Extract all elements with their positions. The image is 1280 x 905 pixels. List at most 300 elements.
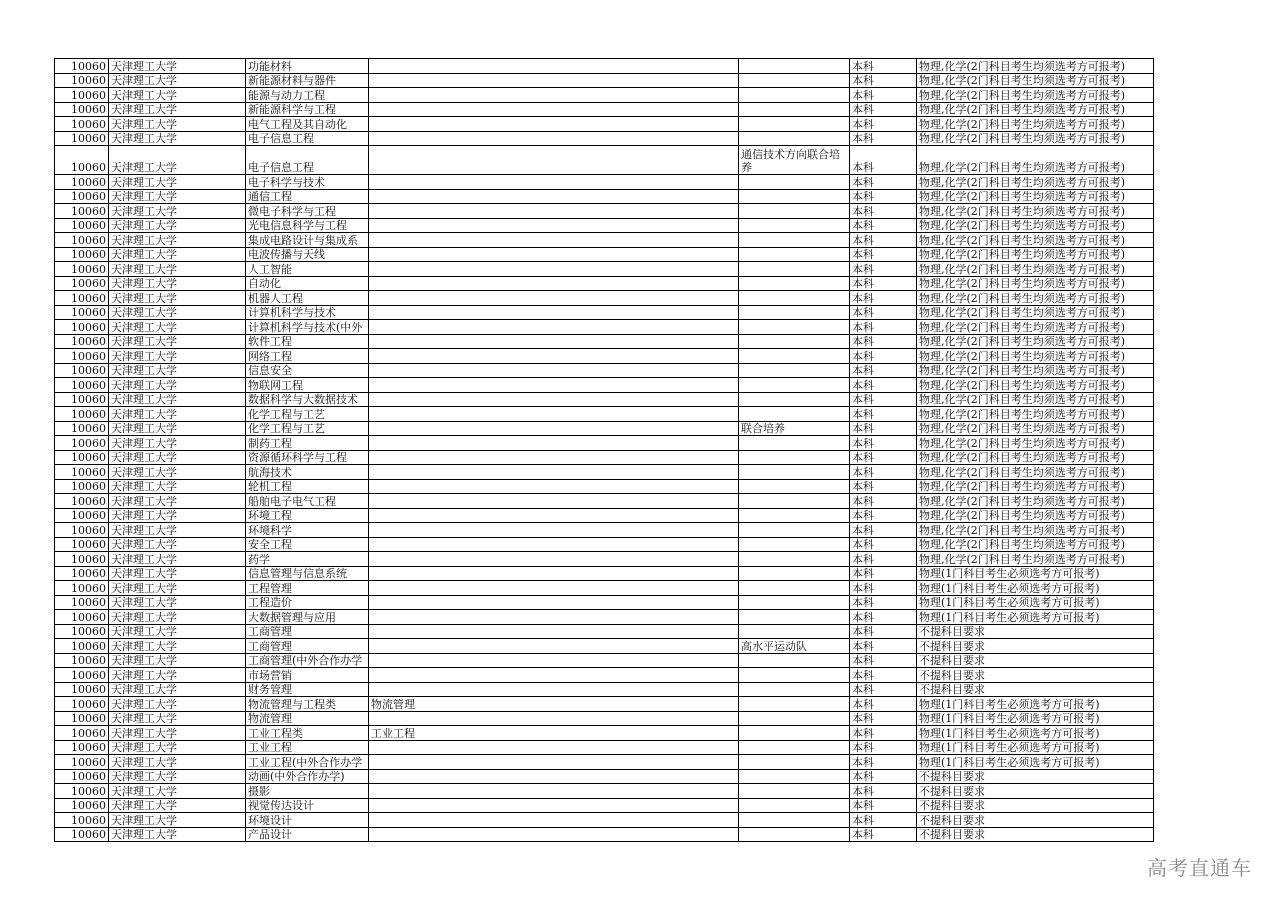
note-cell (739, 407, 850, 422)
subject-requirement-cell: 物理,化学(2门科目考生均须选考方可报考) (917, 262, 1154, 277)
major-name-cell: 数据科学与大数据技术 (246, 392, 369, 407)
school-name-cell: 天津理工大学 (109, 653, 246, 668)
table-row (55, 523, 1154, 538)
school-name-cell: 天津理工大学 (109, 798, 246, 813)
school-name-cell: 天津理工大学 (109, 697, 246, 712)
note-cell (739, 233, 850, 248)
school-name-cell: 天津理工大学 (109, 436, 246, 451)
sub-major-cell (369, 102, 739, 117)
school-code-cell: 10060 (55, 581, 109, 596)
sub-major-cell (369, 813, 739, 828)
table-row (55, 262, 1154, 277)
table-row (55, 218, 1154, 233)
subject-requirement-cell: 物理(1门科目考生必须选考方可报考) (917, 595, 1154, 610)
sub-major-cell (369, 450, 739, 465)
subject-requirement-cell: 不提科目要求 (917, 668, 1154, 683)
sub-major-cell: 工业工程 (369, 726, 739, 741)
level-cell: 本科 (850, 813, 917, 828)
school-code-cell: 10060 (55, 494, 109, 509)
note-cell (739, 537, 850, 552)
major-name-cell: 集成电路设计与集成系 (246, 233, 369, 248)
subject-requirement-cell: 物理,化学(2门科目考生均须选考方可报考) (917, 378, 1154, 393)
school-code-cell: 10060 (55, 624, 109, 639)
subject-requirement-cell: 物理,化学(2门科目考生均须选考方可报考) (917, 479, 1154, 494)
note-cell (739, 581, 850, 596)
subject-requirement-cell: 不提科目要求 (917, 639, 1154, 654)
major-name-cell: 市场营销 (246, 668, 369, 683)
subject-requirement-cell: 不提科目要求 (917, 798, 1154, 813)
major-name-cell: 工业工程(中外合作办学 (246, 755, 369, 770)
subject-requirement-cell: 物理(1门科目考生必须选考方可报考) (917, 711, 1154, 726)
table-row (55, 755, 1154, 770)
school-code-cell: 10060 (55, 276, 109, 291)
table-row (55, 349, 1154, 364)
level-cell: 本科 (850, 450, 917, 465)
level-cell: 本科 (850, 595, 917, 610)
table-row (55, 813, 1154, 828)
subject-requirement-cell: 物理,化学(2门科目考生均须选考方可报考) (917, 407, 1154, 422)
subject-requirement-cell: 不提科目要求 (917, 769, 1154, 784)
sub-major-cell (369, 276, 739, 291)
major-name-cell: 物流管理 (246, 711, 369, 726)
school-code-cell: 10060 (55, 88, 109, 103)
note-cell (739, 610, 850, 625)
level-cell: 本科 (850, 682, 917, 697)
level-cell: 本科 (850, 218, 917, 233)
school-name-cell: 天津理工大学 (109, 233, 246, 248)
school-name-cell: 天津理工大学 (109, 827, 246, 842)
sub-major-cell (369, 465, 739, 480)
school-code-cell: 10060 (55, 769, 109, 784)
level-cell: 本科 (850, 465, 917, 480)
level-cell: 本科 (850, 204, 917, 219)
subject-requirement-cell: 物理(1门科目考生必须选考方可报考) (917, 610, 1154, 625)
level-cell: 本科 (850, 711, 917, 726)
note-cell (739, 566, 850, 581)
level-cell: 本科 (850, 610, 917, 625)
major-name-cell: 环境工程 (246, 508, 369, 523)
school-code-cell: 10060 (55, 305, 109, 320)
school-name-cell: 天津理工大学 (109, 146, 246, 175)
level-cell: 本科 (850, 73, 917, 88)
level-cell: 本科 (850, 378, 917, 393)
table-row (55, 276, 1154, 291)
school-name-cell: 天津理工大学 (109, 204, 246, 219)
school-name-cell: 天津理工大学 (109, 276, 246, 291)
school-name-cell: 天津理工大学 (109, 262, 246, 277)
major-name-cell: 光电信息科学与工程 (246, 218, 369, 233)
school-code-cell: 10060 (55, 479, 109, 494)
level-cell: 本科 (850, 566, 917, 581)
sub-major-cell (369, 610, 739, 625)
school-name-cell: 天津理工大学 (109, 450, 246, 465)
school-name-cell: 天津理工大学 (109, 59, 246, 74)
school-name-cell: 天津理工大学 (109, 102, 246, 117)
level-cell: 本科 (850, 407, 917, 422)
school-code-cell: 10060 (55, 363, 109, 378)
table-row (55, 566, 1154, 581)
note-cell: 高水平运动队 (739, 639, 850, 654)
table-row (55, 508, 1154, 523)
level-cell: 本科 (850, 494, 917, 509)
school-code-cell: 10060 (55, 755, 109, 770)
table-row (55, 117, 1154, 132)
note-cell (739, 349, 850, 364)
school-name-cell: 天津理工大学 (109, 392, 246, 407)
table-row (55, 189, 1154, 204)
level-cell: 本科 (850, 88, 917, 103)
school-code-cell: 10060 (55, 349, 109, 364)
school-code-cell: 10060 (55, 407, 109, 422)
subject-requirement-cell: 物理,化学(2门科目考生均须选考方可报考) (917, 117, 1154, 132)
table-row (55, 537, 1154, 552)
school-code-cell: 10060 (55, 827, 109, 842)
subject-requirement-cell: 物理,化学(2门科目考生均须选考方可报考) (917, 131, 1154, 146)
school-name-cell: 天津理工大学 (109, 479, 246, 494)
note-cell (739, 769, 850, 784)
table-body (55, 59, 1154, 842)
table-row (55, 798, 1154, 813)
level-cell: 本科 (850, 624, 917, 639)
school-code-cell: 10060 (55, 595, 109, 610)
sub-major-cell (369, 117, 739, 132)
school-name-cell: 天津理工大学 (109, 523, 246, 538)
sub-major-cell (369, 262, 739, 277)
level-cell: 本科 (850, 146, 917, 175)
sub-major-cell (369, 581, 739, 596)
school-name-cell: 天津理工大学 (109, 494, 246, 509)
note-cell (739, 682, 850, 697)
sub-major-cell (369, 88, 739, 103)
school-name-cell: 天津理工大学 (109, 175, 246, 190)
level-cell: 本科 (850, 349, 917, 364)
subject-requirement-cell: 物理,化学(2门科目考生均须选考方可报考) (917, 247, 1154, 262)
school-name-cell: 天津理工大学 (109, 552, 246, 567)
level-cell: 本科 (850, 117, 917, 132)
sub-major-cell (369, 494, 739, 509)
subject-requirement-cell: 物理,化学(2门科目考生均须选考方可报考) (917, 334, 1154, 349)
school-name-cell: 天津理工大学 (109, 305, 246, 320)
sub-major-cell (369, 566, 739, 581)
table-row (55, 595, 1154, 610)
table-row (55, 465, 1154, 480)
school-code-cell: 10060 (55, 740, 109, 755)
subject-requirement-cell: 物理,化学(2门科目考生均须选考方可报考) (917, 508, 1154, 523)
school-code-cell: 10060 (55, 798, 109, 813)
school-name-cell: 天津理工大学 (109, 218, 246, 233)
table-row (55, 305, 1154, 320)
major-name-cell: 自动化 (246, 276, 369, 291)
level-cell: 本科 (850, 305, 917, 320)
note-cell (739, 479, 850, 494)
school-name-cell: 天津理工大学 (109, 581, 246, 596)
level-cell: 本科 (850, 552, 917, 567)
major-name-cell: 工业工程 (246, 740, 369, 755)
school-name-cell: 天津理工大学 (109, 508, 246, 523)
major-name-cell: 航海技术 (246, 465, 369, 480)
major-name-cell: 信息管理与信息系统 (246, 566, 369, 581)
note-cell (739, 784, 850, 799)
major-name-cell: 电子信息工程 (246, 131, 369, 146)
subject-requirement-cell: 物理(1门科目考生必须选考方可报考) (917, 740, 1154, 755)
school-code-cell: 10060 (55, 378, 109, 393)
school-name-cell: 天津理工大学 (109, 537, 246, 552)
sub-major-cell (369, 639, 739, 654)
table-row (55, 320, 1154, 335)
note-cell (739, 595, 850, 610)
school-name-cell: 天津理工大学 (109, 624, 246, 639)
note-cell (739, 697, 850, 712)
note-cell (739, 262, 850, 277)
sub-major-cell (369, 175, 739, 190)
note-cell (739, 726, 850, 741)
table-row (55, 711, 1154, 726)
school-code-cell: 10060 (55, 682, 109, 697)
sub-major-cell (369, 552, 739, 567)
sub-major-cell (369, 73, 739, 88)
major-name-cell: 电子科学与技术 (246, 175, 369, 190)
sub-major-cell (369, 653, 739, 668)
school-code-cell: 10060 (55, 175, 109, 190)
major-name-cell: 工商管理 (246, 639, 369, 654)
subject-requirement-cell: 物理,化学(2门科目考生均须选考方可报考) (917, 523, 1154, 538)
major-name-cell: 摄影 (246, 784, 369, 799)
table-row (55, 436, 1154, 451)
school-code-cell: 10060 (55, 117, 109, 132)
sub-major-cell (369, 378, 739, 393)
sub-major-cell (369, 769, 739, 784)
school-name-cell: 天津理工大学 (109, 421, 246, 436)
note-cell (739, 320, 850, 335)
sub-major-cell (369, 218, 739, 233)
note-cell (739, 305, 850, 320)
subject-requirement-cell: 物理(1门科目考生必须选考方可报考) (917, 755, 1154, 770)
subject-requirement-cell: 物理,化学(2门科目考生均须选考方可报考) (917, 146, 1154, 175)
subject-requirement-cell: 物理,化学(2门科目考生均须选考方可报考) (917, 349, 1154, 364)
level-cell: 本科 (850, 59, 917, 74)
subject-requirement-cell: 物理,化学(2门科目考生均须选考方可报考) (917, 421, 1154, 436)
level-cell: 本科 (850, 755, 917, 770)
school-name-cell: 天津理工大学 (109, 117, 246, 132)
subject-requirement-cell: 物理,化学(2门科目考生均须选考方可报考) (917, 436, 1154, 451)
subject-requirement-cell: 物理,化学(2门科目考生均须选考方可报考) (917, 175, 1154, 190)
school-name-cell: 天津理工大学 (109, 291, 246, 306)
school-code-cell: 10060 (55, 131, 109, 146)
subject-requirement-cell: 物理,化学(2门科目考生均须选考方可报考) (917, 73, 1154, 88)
note-cell (739, 711, 850, 726)
table-row (55, 740, 1154, 755)
school-code-cell: 10060 (55, 552, 109, 567)
school-code-cell: 10060 (55, 668, 109, 683)
note-cell (739, 653, 850, 668)
school-code-cell: 10060 (55, 262, 109, 277)
table-row (55, 479, 1154, 494)
majors-table (54, 58, 1154, 842)
table-row (55, 247, 1154, 262)
table-row (55, 610, 1154, 625)
school-code-cell: 10060 (55, 218, 109, 233)
note-cell (739, 291, 850, 306)
table-row (55, 131, 1154, 146)
school-code-cell: 10060 (55, 334, 109, 349)
school-name-cell: 天津理工大学 (109, 363, 246, 378)
note-cell (739, 378, 850, 393)
level-cell: 本科 (850, 334, 917, 349)
major-name-cell: 功能材料 (246, 59, 369, 74)
table-row (55, 697, 1154, 712)
major-name-cell: 安全工程 (246, 537, 369, 552)
level-cell: 本科 (850, 653, 917, 668)
level-cell: 本科 (850, 769, 917, 784)
level-cell: 本科 (850, 131, 917, 146)
major-name-cell: 信息安全 (246, 363, 369, 378)
table-row (55, 146, 1154, 175)
note-cell (739, 334, 850, 349)
subject-requirement-cell: 不提科目要求 (917, 784, 1154, 799)
table-row (55, 668, 1154, 683)
major-name-cell: 产品设计 (246, 827, 369, 842)
sub-major-cell (369, 479, 739, 494)
level-cell: 本科 (850, 726, 917, 741)
level-cell: 本科 (850, 537, 917, 552)
school-code-cell: 10060 (55, 59, 109, 74)
subject-requirement-cell: 物理,化学(2门科目考生均须选考方可报考) (917, 320, 1154, 335)
table-row (55, 392, 1154, 407)
table-row (55, 769, 1154, 784)
note-cell (739, 204, 850, 219)
major-name-cell: 计算机科学与技术(中外 (246, 320, 369, 335)
sub-major-cell (369, 624, 739, 639)
school-code-cell: 10060 (55, 204, 109, 219)
table-row (55, 204, 1154, 219)
table-row (55, 581, 1154, 596)
sub-major-cell (369, 407, 739, 422)
note-cell (739, 436, 850, 451)
major-name-cell: 人工智能 (246, 262, 369, 277)
subject-requirement-cell: 物理(1门科目考生必须选考方可报考) (917, 697, 1154, 712)
major-name-cell: 大数据管理与应用 (246, 610, 369, 625)
school-name-cell: 天津理工大学 (109, 407, 246, 422)
school-code-cell: 10060 (55, 610, 109, 625)
subject-requirement-cell: 物理,化学(2门科目考生均须选考方可报考) (917, 233, 1154, 248)
level-cell: 本科 (850, 189, 917, 204)
major-name-cell: 轮机工程 (246, 479, 369, 494)
subject-requirement-cell: 物理,化学(2门科目考生均须选考方可报考) (917, 392, 1154, 407)
level-cell: 本科 (850, 479, 917, 494)
subject-requirement-cell: 不提科目要求 (917, 813, 1154, 828)
major-name-cell: 物联网工程 (246, 378, 369, 393)
major-name-cell: 电气工程及其自动化 (246, 117, 369, 132)
note-cell: 通信技术方向联合培养 (739, 146, 850, 175)
sub-major-cell (369, 291, 739, 306)
major-name-cell: 工程管理 (246, 581, 369, 596)
table-row (55, 494, 1154, 509)
table-row (55, 59, 1154, 74)
major-name-cell: 工商管理 (246, 624, 369, 639)
school-name-cell: 天津理工大学 (109, 740, 246, 755)
major-name-cell: 网络工程 (246, 349, 369, 364)
note-cell (739, 73, 850, 88)
table-row (55, 827, 1154, 842)
school-name-cell: 天津理工大学 (109, 726, 246, 741)
school-name-cell: 天津理工大学 (109, 189, 246, 204)
table-row (55, 102, 1154, 117)
major-name-cell: 环境设计 (246, 813, 369, 828)
school-code-cell: 10060 (55, 421, 109, 436)
level-cell: 本科 (850, 523, 917, 538)
school-code-cell: 10060 (55, 247, 109, 262)
school-code-cell: 10060 (55, 465, 109, 480)
level-cell: 本科 (850, 697, 917, 712)
note-cell (739, 668, 850, 683)
note-cell (739, 363, 850, 378)
school-code-cell: 10060 (55, 726, 109, 741)
note-cell (739, 827, 850, 842)
sub-major-cell (369, 349, 739, 364)
table-row (55, 88, 1154, 103)
major-name-cell: 制药工程 (246, 436, 369, 451)
table-row (55, 421, 1154, 436)
sub-major-cell (369, 131, 739, 146)
sub-major-cell (369, 436, 739, 451)
major-name-cell: 物流管理与工程类 (246, 697, 369, 712)
level-cell: 本科 (850, 392, 917, 407)
level-cell: 本科 (850, 436, 917, 451)
sub-major-cell (369, 798, 739, 813)
school-name-cell: 天津理工大学 (109, 610, 246, 625)
sub-major-cell (369, 827, 739, 842)
note-cell (739, 59, 850, 74)
school-code-cell: 10060 (55, 508, 109, 523)
table-row (55, 726, 1154, 741)
table-row (55, 682, 1154, 697)
level-cell: 本科 (850, 320, 917, 335)
table-row (55, 334, 1154, 349)
school-code-cell: 10060 (55, 523, 109, 538)
level-cell: 本科 (850, 421, 917, 436)
sub-major-cell (369, 508, 739, 523)
school-code-cell: 10060 (55, 450, 109, 465)
level-cell: 本科 (850, 175, 917, 190)
level-cell: 本科 (850, 508, 917, 523)
table-row (55, 450, 1154, 465)
note-cell (739, 552, 850, 567)
school-code-cell: 10060 (55, 392, 109, 407)
subject-requirement-cell: 物理,化学(2门科目考生均须选考方可报考) (917, 218, 1154, 233)
table-row (55, 73, 1154, 88)
school-name-cell: 天津理工大学 (109, 711, 246, 726)
school-code-cell: 10060 (55, 566, 109, 581)
sub-major-cell (369, 668, 739, 683)
school-name-cell: 天津理工大学 (109, 465, 246, 480)
sub-major-cell (369, 233, 739, 248)
school-name-cell: 天津理工大学 (109, 378, 246, 393)
level-cell: 本科 (850, 581, 917, 596)
school-code-cell: 10060 (55, 653, 109, 668)
school-name-cell: 天津理工大学 (109, 247, 246, 262)
sub-major-cell (369, 537, 739, 552)
school-name-cell: 天津理工大学 (109, 668, 246, 683)
note-cell (739, 523, 850, 538)
level-cell: 本科 (850, 668, 917, 683)
major-name-cell: 船舶电子电气工程 (246, 494, 369, 509)
level-cell: 本科 (850, 291, 917, 306)
school-name-cell: 天津理工大学 (109, 639, 246, 654)
note-cell (739, 175, 850, 190)
note-cell (739, 247, 850, 262)
sub-major-cell (369, 523, 739, 538)
school-name-cell: 天津理工大学 (109, 769, 246, 784)
